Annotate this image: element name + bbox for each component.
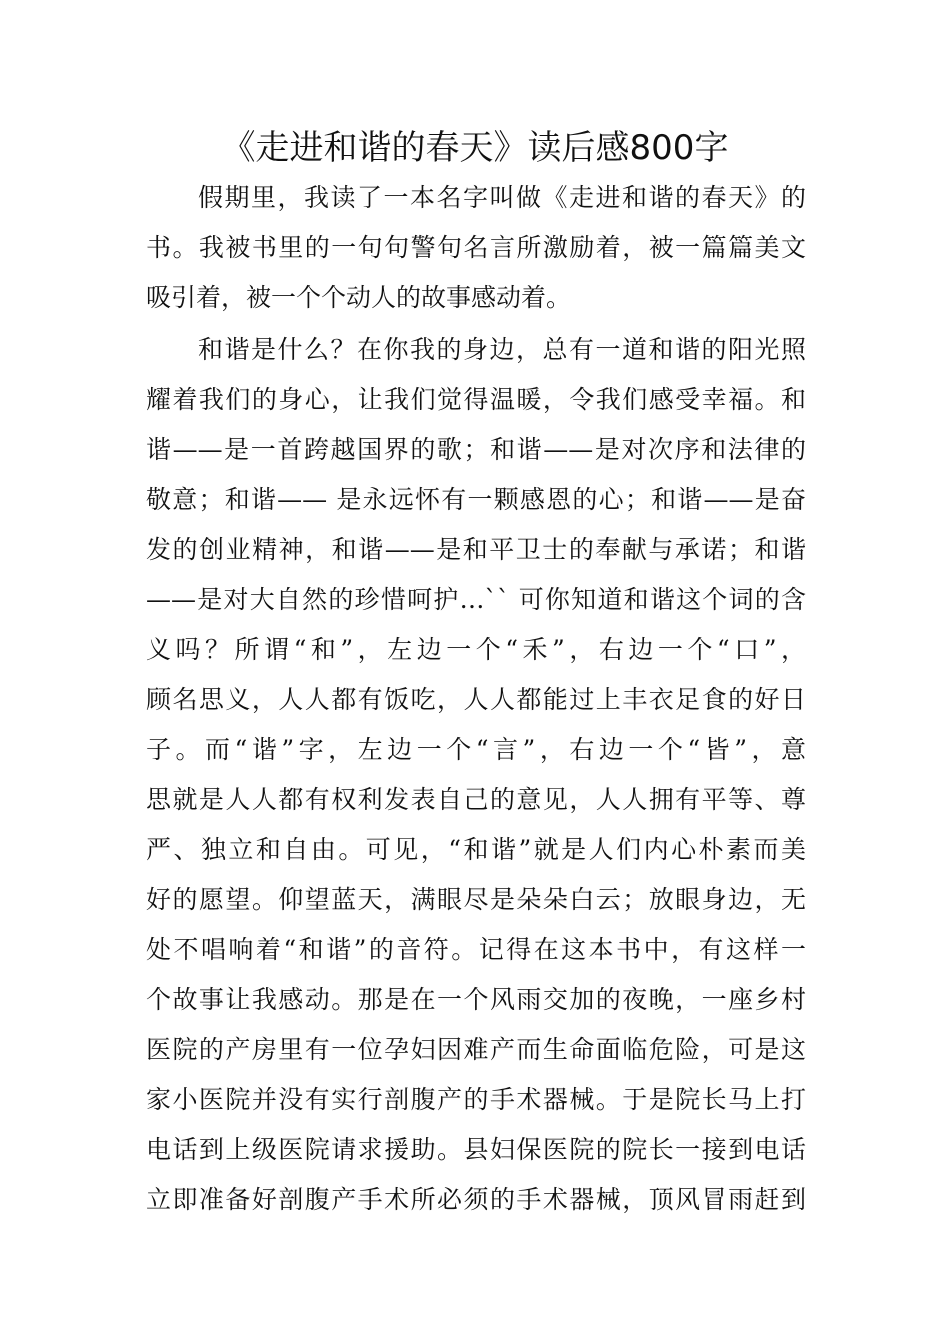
text-line: 敬意；和谐—— 是永远怀有一颗感恩的心；和谐——是奋 [146, 485, 806, 514]
text-line: 假期里，我读了一本名字叫做《走进和谐的春天》的 [198, 183, 806, 212]
text-line: 谐——是一首跨越国界的歌；和谐——是对次序和法律的 [146, 435, 806, 464]
text-line: 家小医院并没有实行剖腹产的手术器械。于是院长马上打 [146, 1085, 806, 1114]
text-line: 书。我被书里的一句句警句名言所激励着，被一篇篇美文 [146, 233, 806, 262]
text-line: 和谐是什么？在你我的身边，总有一道和谐的阳光照 [198, 335, 806, 364]
text-line: ——是对大自然的珍惜呵护…`` 可你知道和谐这个词的含 [146, 585, 806, 614]
text-line: 个故事让我感动。那是在一个风雨交加的夜晚，一座乡村 [146, 985, 806, 1014]
text-line: 思就是人人都有权利发表自己的意见，人人拥有平等、尊 [146, 785, 806, 814]
text-line: 发的创业精神，和谐——是和平卫士的奉献与承诺；和谐 [146, 535, 806, 564]
text-line: 电话到上级医院请求援助。县妇保医院的院长一接到电话 [146, 1135, 806, 1164]
text-line: 耀着我们的身心，让我们觉得温暖，令我们感受幸福。和 [146, 385, 806, 414]
text-line: 立即准备好剖腹产手术所必须的手术器械，顶风冒雨赶到 [146, 1185, 806, 1214]
text-line: 医院的产房里有一位孕妇因难产而生命面临危险，可是这 [146, 1035, 806, 1064]
text-line: 顾名思义，人人都有饭吃，人人都能过上丰衣足食的好日 [146, 685, 806, 714]
text-line: 处不唱响着“和谐”的音符。记得在这本书中，有这样一 [146, 935, 806, 964]
text-line: 吸引着，被一个个动人的故事感动着。 [146, 283, 572, 312]
text-line: 义吗？所谓“和”，左边一个“禾”，右边一个“口”， [146, 635, 806, 664]
text-line: 好的愿望。仰望蓝天，满眼尽是朵朵白云；放眼身边，无 [146, 885, 806, 914]
text-line: 子。而“谐”字，左边一个“言”，右边一个“皆”，意 [146, 735, 806, 764]
page-title: 《走进和谐的春天》读后感800字 [221, 128, 729, 168]
text-line: 严、独立和自由。可见，“和谐”就是人们内心朴素而美 [146, 835, 806, 864]
